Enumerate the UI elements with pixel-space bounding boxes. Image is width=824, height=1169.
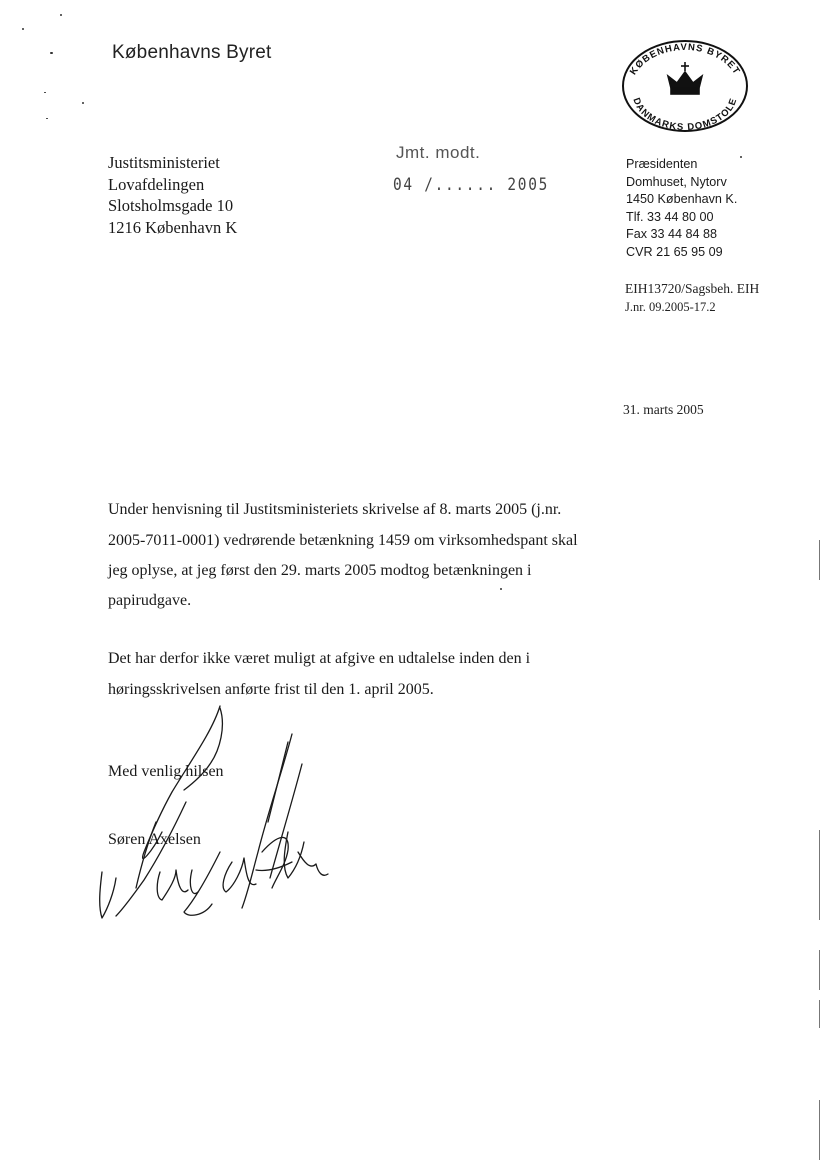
sender-line: Tlf. 33 44 80 00 (626, 209, 714, 224)
sender-line: Præsidenten (626, 157, 698, 171)
reference-block (625, 280, 759, 316)
scan-speck (46, 118, 48, 119)
received-stamp-label: Jmt. modt. (396, 143, 481, 162)
body-line: 2005-7011-0001) vedrørende betænkning 1459 om virksomhedspant skal (108, 532, 578, 549)
body-line: Under henvisning til Justitsministeriets skrivelse af 8. marts 2005 (j.nr. (108, 501, 562, 518)
journal-number: J.nr. 09.2005-17.2 (625, 300, 716, 314)
recipient-line: Justitsministeriet (108, 153, 220, 172)
scan-edge-mark (819, 830, 820, 920)
letter-date: 31. marts 2005 (623, 402, 704, 417)
scan-speck (22, 28, 24, 30)
scan-speck (50, 52, 53, 54)
svg-text:DANMARKS DOMSTOLE: DANMARKS DOMSTOLE (630, 96, 740, 134)
scan-speck (82, 102, 84, 104)
scan-edge-mark (819, 1000, 820, 1028)
recipient-address (108, 152, 237, 238)
scan-speck (740, 156, 742, 158)
case-reference: EIH13720/Sagsbeh. EIH (625, 281, 760, 296)
scan-edge-mark (819, 950, 820, 990)
court-name: Københavns Byret (112, 42, 272, 63)
sender-info (626, 156, 737, 261)
body-line: Det har derfor ikke været muligt at afgive en udtalelse inden den i (108, 650, 531, 667)
scan-speck (500, 588, 502, 590)
sender-line: Domhuset, Nytorv (626, 174, 727, 189)
recipient-line: 1216 København K (108, 217, 238, 237)
scan-speck (44, 92, 46, 93)
sender-line: CVR 21 65 95 09 (626, 244, 723, 259)
received-stamp-date: 04 /...... 2005 (393, 175, 550, 195)
crown-icon (668, 62, 702, 94)
body-line: jeg oplyse, at jeg først den 29. marts 2005 modtog betænkningen i (108, 562, 532, 579)
body-line: papirudgave. (108, 592, 192, 609)
svg-text:KØBENHAVNS BYRET: KØBENHAVNS BYRET (627, 41, 743, 78)
sender-line: 1450 København K. (626, 192, 738, 206)
court-seal-icon (621, 38, 749, 134)
sender-line: Fax 33 44 84 88 (626, 227, 718, 241)
scan-edge-mark (819, 540, 820, 580)
signature-icon (92, 702, 332, 932)
recipient-line: Lovafdelingen (108, 174, 205, 194)
body-line: høringsskrivelsen anførte frist til den 1. april 2005. (108, 681, 434, 698)
signer-name: Søren Axelsen (108, 831, 201, 848)
closing: Med venlig hilsen (108, 763, 224, 780)
scan-edge-mark (819, 1100, 820, 1160)
recipient-line: Slotsholmsgade 10 (108, 196, 234, 215)
scan-speck (60, 14, 62, 16)
